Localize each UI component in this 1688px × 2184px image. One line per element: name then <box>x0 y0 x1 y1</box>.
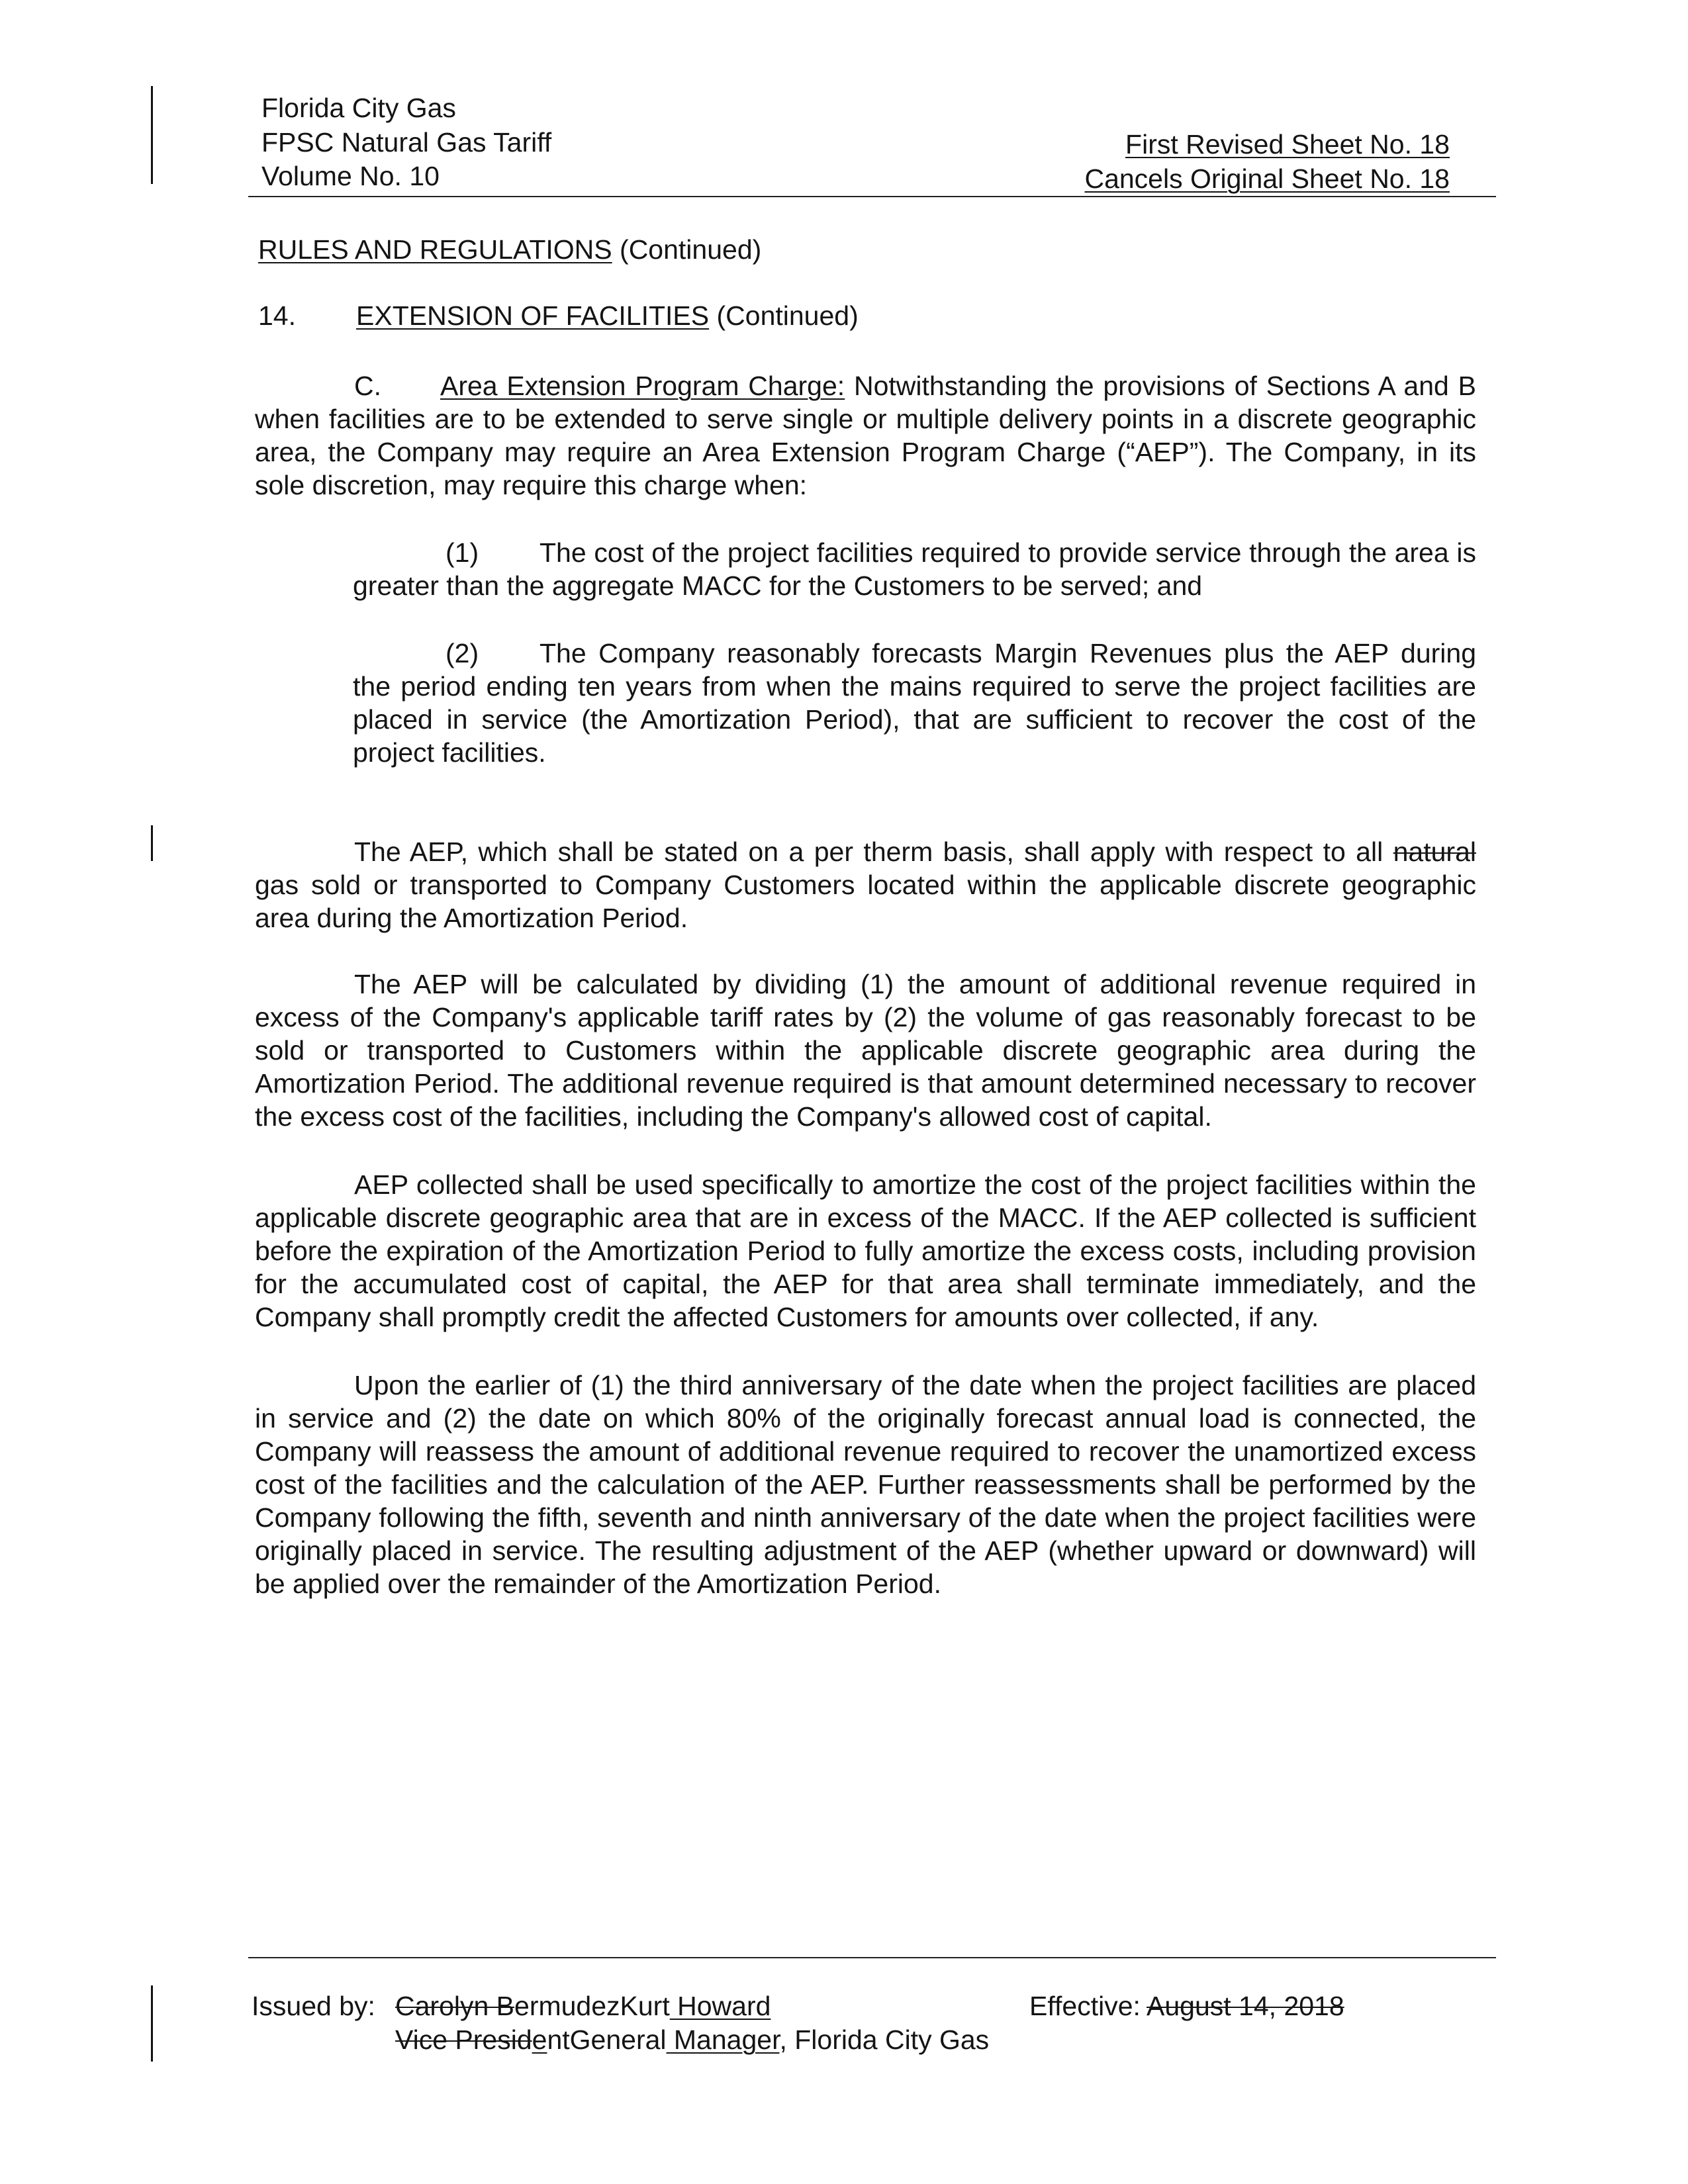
deleted-word: natural <box>1393 837 1476 867</box>
item-heading <box>258 299 859 332</box>
footer-rule <box>248 1957 1496 1958</box>
issuer-name-new: Kurt <box>620 1991 670 2021</box>
paragraph-reassessment <box>255 1369 1476 1600</box>
issuer-deleted-name: Carolyn B <box>395 1991 515 2021</box>
section-title-suffix: (Continued) <box>612 234 762 265</box>
paragraph-aep-text-after: gas sold or transported to Company Customers located within the applicable discrete geographic area during the Amortization Period. <box>255 870 1476 933</box>
condition-number: (2) <box>445 638 479 668</box>
item-title-suffix: (Continued) <box>709 300 859 331</box>
paragraph-calculation <box>255 968 1476 1133</box>
subsection-c <box>255 369 1476 502</box>
issuer-deleted-title: Vice Presid <box>395 2025 532 2055</box>
revision-bar <box>151 825 153 861</box>
header-sheet-number: First Revised Sheet No. 18 <box>1125 129 1450 159</box>
header-tariff: FPSC Natural Gas Tariff <box>261 127 552 158</box>
paragraph-reassessment-text: Upon the earlier of (1) the third anniversary of the date when the project facilities are placed in service and (2) the date on which 80% of the originally forecast annual load is connected, the Company will reassess the amount of additional revenue required to recover the unamortized excess cost of the facilities and the calculation of the AEP. Further reassessments shall be performed by the Company following the fifth, seventh and ninth anniversary of the date when the project facilities were originally placed in service. The resulting adjustment of the AEP (whether upward or downward) will be applied over the remainder of the Amortization Period. <box>255 1370 1476 1599</box>
paragraph-aep <box>255 835 1476 934</box>
issuer-title-new: General <box>569 2025 667 2055</box>
header-company: Florida City Gas <box>261 93 456 123</box>
condition-item <box>353 637 1476 769</box>
header-volume: Volume No. 10 <box>261 161 440 191</box>
issuer-title-mid: e <box>532 2025 547 2055</box>
header-cancels: Cancels Original Sheet No. 18 <box>1084 163 1450 194</box>
issuer-title-suffix: , Florida City Gas <box>779 2025 990 2055</box>
subsection-letter: C. <box>354 371 381 401</box>
header-rule <box>248 196 1496 197</box>
issuer-title-new-underlined: Manager <box>666 2025 780 2055</box>
subsection-text: Notwithstanding the provisions of Sections A and B when facilities are to be extended to serve single or multiple delivery points in a discrete geographic area, the Company may require an Area Extension Program Charge (“AEP”). The Company, in its sole discretion, may require this charge when: <box>255 371 1476 500</box>
condition-item <box>353 536 1476 602</box>
section-title: RULES AND REGULATIONS <box>258 234 612 265</box>
effective-deleted-date: August 14, 2018 <box>1147 1991 1344 2021</box>
condition-number: (1) <box>445 537 479 568</box>
effective-date <box>1029 1989 1344 2023</box>
condition-text: The Company reasonably forecasts Margin Revenues plus the AEP during the period ending ten years from when the mains required to serve the project facilities are placed in service (the Amortization Period), that are sufficient to recover the cost of the project facilities. <box>353 638 1476 768</box>
issuer-name-new-underlined: Howard <box>669 1991 771 2021</box>
revision-bar <box>151 86 153 184</box>
issuer-title-old: nt <box>547 2025 570 2055</box>
paragraph-collected-text: AEP collected shall be used specifically to amortize the cost of the project facilities within the applicable discrete geographic area that are in excess of the MACC. If the AEP collected is sufficient before the expiration of the Amortization Period to fully amortize the excess costs, including provision for the accumulated cost of capital, the AEP for that area shall terminate immediately, and the Company shall promptly credit the affected Customers for amounts over collected, if any. <box>255 1169 1476 1332</box>
paragraph-collected <box>255 1168 1476 1334</box>
item-number: 14. <box>258 300 296 331</box>
condition-text: The cost of the project facilities required to provide service through the area is greater than the aggregate MACC for the Customers to be served; and <box>353 537 1476 601</box>
issuer-title <box>395 2023 989 2056</box>
paragraph-calculation-text: The AEP will be calculated by dividing (1) the amount of additional revenue required in excess of the Company's applicable tariff rates by (2) the volume of gas reasonably forecast to be sold or transported to Customers within the applicable discrete geographic area during the Amortization Period. The additional revenue required is that amount determined necessary to recover the excess cost of the facilities, including the Company's allowed cost of capital. <box>255 969 1476 1132</box>
item-title: EXTENSION OF FACILITIES <box>356 300 710 331</box>
issuer-name-old: ermudez <box>514 1991 620 2021</box>
subsection-heading: Area Extension Program Charge: <box>440 371 845 401</box>
effective-label: Effective: <box>1029 1991 1147 2021</box>
revision-bar <box>151 1985 153 2062</box>
section-heading <box>258 233 761 266</box>
issued-label: Issued by: <box>252 1991 383 2021</box>
paragraph-aep-text: The AEP, which shall be stated on a per therm basis, shall apply with respect to all <box>354 837 1393 867</box>
issued-by <box>252 1989 771 2023</box>
